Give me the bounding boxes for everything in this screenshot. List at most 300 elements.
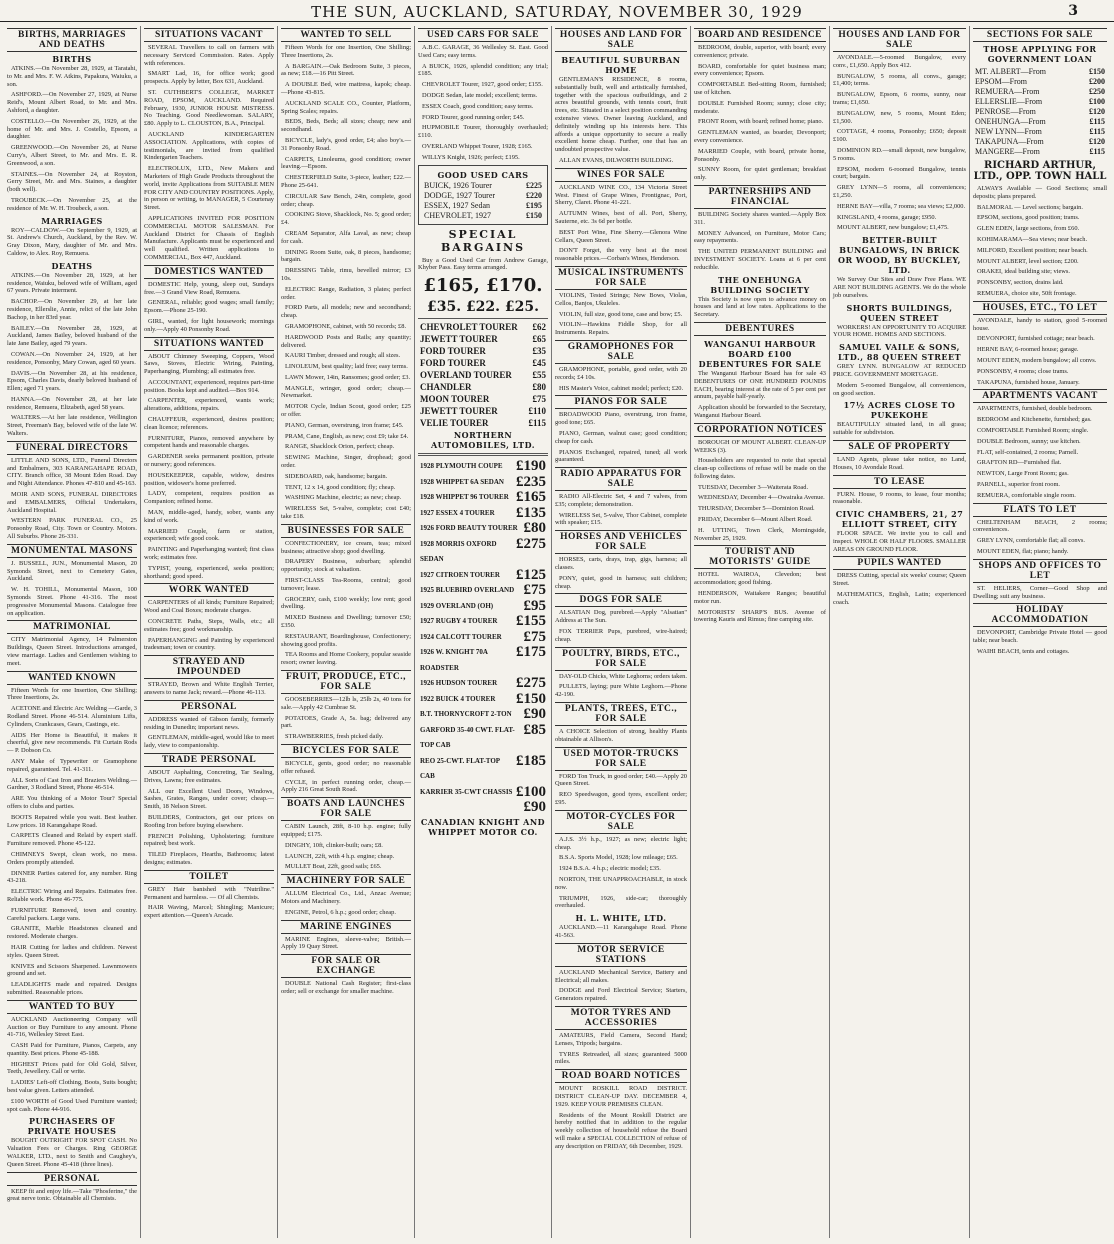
classified-ad: BAILEY.—On November 28, 1929, at Auckland, James Bailey, beloved husband of the late Jane Bailey, aged 79 years.: [7, 324, 137, 348]
classified-ad: MARRIED Couple, with board, private home, Ponsonby.: [694, 147, 826, 163]
classified-ad: ABOUT Asphalting, Concreting, Tar Sealing, Drives, Lawns; free estimates.: [144, 768, 274, 784]
classified-ad: Buy a Good Used Car from Andrew Garage, Khyber Pass. Easy terms arranged.: [418, 256, 548, 272]
classified-ad: MOUNT ALBERT, new bungalow; £1,475.: [837, 224, 949, 232]
item-name: VELIE TOURER: [420, 418, 489, 429]
ad-section: [144, 337, 274, 581]
ad-section: [7, 671, 137, 997]
price-row: [418, 568, 548, 584]
classified-ad: LAND Agents, please take notice, no Land, Houses, 10 Avondale Road.: [833, 455, 966, 471]
item-price: £275: [516, 535, 546, 552]
classified-ad: A CHOICE Selection of strong, healthy Plants obtainable at Allison's.: [555, 728, 687, 743]
ad-section: [973, 503, 1107, 556]
classified-ad: COMFORTABLE Furnished Room; single.: [977, 426, 1089, 434]
price-row: [418, 723, 548, 754]
agent-name: RICHARD ARTHUR, LTD., OPP. TOWN HALL: [973, 160, 1107, 182]
ad-section: [7, 261, 137, 438]
classified-ad: FOX TERRIER Pups, purebred, wire-haired; cheap.: [555, 628, 687, 643]
classified-ad: KOHIMARAMA—Sea views; near beach.: [977, 235, 1088, 243]
classified-ad: WASHING Machine, electric; as new; cheap.: [285, 494, 402, 502]
classified-ad: BALMORAL — Level sections; bargain.: [977, 203, 1083, 211]
ad-section: [694, 275, 826, 319]
price-row: [418, 490, 548, 506]
classified-ad: CABIN Launch, 28ft, 8-10 h.p. engine; fully equipped; £175.: [281, 823, 411, 838]
price-row: [418, 537, 548, 568]
special-bargains-heading: SPECIAL BARGAINS: [440, 227, 526, 254]
ad-section: [281, 524, 411, 667]
ad-section: [694, 185, 826, 272]
item-price: £125: [516, 566, 546, 583]
company-name: CANADIAN KNIGHT AND WHIPPET MOTOR CO.: [420, 816, 546, 837]
classified-ad: GIRL, wanted, for light housework; mornings only.—Apply 40 Ponsonby Road.: [144, 317, 274, 333]
classified-ad: SMART Lad, 16, for office work; good prospects. Apply by letter, Box 631, Auckland.: [144, 70, 274, 86]
ad-section: [7, 1172, 137, 1204]
classified-ad: A BARGAIN.—Oak Bedroom Suite, 3 pieces, as new; £18.—16 Pitt Street.: [281, 62, 411, 78]
price-row: [973, 137, 1107, 147]
classified-ad: H. UTTING, Town Clerk, Morningside, November 25, 1929.: [694, 526, 826, 542]
ad-section: [144, 870, 274, 920]
section-heading: PARTNERSHIPS AND FINANCIAL: [694, 185, 826, 209]
price-row: [422, 181, 544, 191]
item-price: £115: [1089, 127, 1105, 136]
classified-ad: Fifteen Words for one Insertion, One Shilling; Three Insertions, 2s.: [281, 44, 411, 59]
column-1: [4, 26, 141, 1238]
classified-ad: HANNA.—On November 28, at her late residence, Remuera, Elizabeth, aged 58 years.: [7, 395, 137, 411]
section-heading: SALE OF PROPERTY: [833, 440, 966, 454]
item-price: £90: [523, 799, 546, 816]
classified-ad: A.B.C. GARAGE, 36 Wellesley St. East. Good Used Cars; easy terms.: [418, 44, 548, 59]
classified-ad: WAIHI BEACH, tents and cottages.: [977, 647, 1070, 655]
ad-section: [833, 400, 966, 437]
classified-ad: NORTON, THE UNAPPROACHABLE, in stock now.: [555, 876, 687, 891]
classified-ad: We Survey Our Sites and Draw Free Plans. WE ARE NOT BUILDING AGENTS. We do the whole job ourselves.: [833, 276, 966, 299]
ad-section: [694, 545, 826, 624]
classified-ad: ROY—CALDOW.—On September 9, 1929, at St. Andrew's Church, Auckland, by the Rev. W. Gray Dixon, Mary, daughter of Mr. and Mrs. Caldow, to Alex. Roy, Remuera.: [7, 226, 137, 257]
ad-section: [973, 559, 1107, 601]
item-price: £90: [523, 706, 546, 723]
classified-ad: PONSONBY, 4 rooms; close trams.: [977, 367, 1069, 375]
ad-section: [281, 744, 411, 794]
classified-ad: BUNGALOW, new, 5 rooms, Mount Eden; £1,500.: [833, 109, 966, 125]
classified-ad: W. H. TOHILL, Monumental Mason, 100 Symonds Street. Phone 41-316. The most progressive Monumental Masons. Catalogue free on application.: [7, 586, 137, 617]
classified-ad: RESTAURANT, Boardinghouse, Confectionery; showing good profits.: [281, 632, 411, 648]
item-name: B.T. THORNYCROFT 2-TON: [420, 710, 512, 719]
section-heading: USED CARS FOR SALE: [418, 28, 548, 42]
classified-ad: ORAKEI, ideal building site; views.: [977, 268, 1071, 276]
ad-section: [7, 620, 137, 667]
classified-ad: ATKINS.—On November 28, 1929, at her residence, Waiuku, beloved wife of William, aged 67 years. Private interment.: [7, 271, 137, 295]
classified-ad: AUTUMN Wines, best of all. Port, Sherry, Sauterne, etc. 3s 6d per bottle.: [555, 210, 687, 225]
classified-ad: GREENWOOD.—On November 26, at Nurse Curry's, Albert Street, to Mr. and Mrs. E. R. Greenwood, a son.: [7, 144, 137, 167]
section-heading: BICYCLES FOR SALE: [281, 744, 411, 758]
ad-section: [694, 28, 826, 182]
item-price: £65: [532, 334, 546, 345]
classified-ad: ELECTRIC Wiring and Repairs. Estimates free. Reliable work. Phone 46-775.: [7, 888, 137, 903]
classified-ad: BEST Port Wine, Fine Sherry.—Glenora Wine Cellars, Queen Street.: [555, 228, 687, 244]
item-name: OVERLAND TOURER: [420, 370, 512, 381]
price-row: [973, 107, 1107, 117]
classified-ad: BICYCLE, gents, good order; no reasonable offer refused.: [281, 759, 411, 775]
item-name: 1927 ESSEX 4 TOURER: [420, 508, 495, 517]
price-row: [418, 630, 548, 646]
item-name: ELLERSLIE—From: [975, 97, 1043, 106]
item-price: £100: [516, 783, 546, 800]
classified-ad: MIXED Business and Dwelling; turnover £50; £350.: [281, 614, 411, 630]
ad-section: [833, 556, 966, 606]
classified-ad: DINING Room Suite, oak, 8 pieces, handsome; bargain.: [281, 248, 411, 264]
classified-ad: FIRST-CLASS Tea-Rooms, central; good turnover; lease.: [281, 577, 411, 592]
price-row: [418, 345, 548, 357]
item-name: CHEVROLET TOURER: [420, 322, 518, 333]
ad-section: [144, 265, 274, 334]
item-name: JEWETT TOURER: [420, 334, 498, 345]
ad-section: [7, 441, 137, 541]
classified-ad: LADY, competent, requires position as Companion; refined home.: [144, 490, 274, 506]
item-price: £45: [532, 358, 546, 369]
price-row: [418, 692, 548, 708]
classified-ad: DODGE Sedan, late model; excellent; terms.: [422, 91, 538, 99]
item-price: £100: [1089, 97, 1105, 106]
classified-ad: HUPMOBILE Tourer, thoroughly overhauled; £110.: [418, 124, 548, 140]
item-price: £175: [516, 644, 546, 661]
section-heading: USED MOTOR-TRUCKS FOR SALE: [555, 747, 687, 771]
price-row: [973, 67, 1107, 77]
classified-ad: £100 WORTH of Good Used Furniture wanted; spot cash. Phone 44-916.: [7, 1097, 137, 1113]
classified-ad: MONEY Advanced, on Furniture, Motor Cars; easy repayments.: [694, 229, 826, 245]
classified-ad: SEWING Machine, Singer, drophead; good order.: [281, 454, 411, 470]
classified-ad: FRENCH Polishing, Upholstering; furniture repaired; best work.: [144, 832, 274, 848]
classified-ad: BEAUTIFULLY situated land, in all grass; suitable for subdivision.: [833, 421, 966, 437]
classified-ad: HAIR Waving, Marcel; Shingling; Manicure; expert attention.—Queen's Arcade.: [144, 904, 274, 920]
classified-ad: CYCLE, in perfect running order, cheap.—Apply 216 Great South Road.: [281, 778, 411, 794]
price-row: [418, 475, 548, 491]
classified-ad: DRESS Cutting, special six weeks' course; Queen Street.: [833, 572, 966, 588]
classified-ad: MATHEMATICS, English, Latin; experienced coach.: [833, 591, 966, 606]
classified-ad: WIRELESS Set, 5-valve, complete; cost £40; take £18.: [281, 505, 411, 521]
ad-section: [973, 389, 1107, 499]
item-price: £155: [516, 613, 546, 630]
classified-ad: FORD Ton Truck, in good order; £40.—Apply 20 Queen Street.: [555, 772, 687, 788]
classified-ad: LAUNCH, 22ft, with 4 h.p. engine; cheap.: [285, 852, 395, 860]
classified-ad: MULLET Boat, 22ft, good sails; £65.: [285, 863, 382, 871]
column-8: [970, 26, 1110, 1238]
section-subheading: SAMUEL VAILE & SONS, LTD., 88 QUEEN STREET: [837, 342, 962, 363]
classified-ad: CHAUFFEUR, experienced, desires position; clean licence; references.: [144, 416, 274, 431]
section-heading: PERSONAL: [7, 1172, 137, 1186]
column-2: [141, 26, 278, 1238]
classified-ad: ANY Make of Typewriter or Gramophone repaired, guaranteed. Tel. 41-311.: [7, 757, 137, 773]
ad-section: [555, 1069, 687, 1150]
price-row: [973, 97, 1107, 107]
classified-ad: ARE You thinking of a Motor Tour? Special offers to clubs and parties.: [7, 795, 137, 810]
item-name: 1927 RUGBY 4 TOURER: [420, 617, 498, 626]
classified-ad: AIDS Her Home is Beautiful, it makes it cheerful, give new recommends. Fit Curtain Rods — P. Dobson Co.: [7, 731, 137, 755]
classified-ad: PARNELL, superior front room.: [977, 480, 1061, 488]
ad-section: [281, 670, 411, 741]
section-heading: PUPILS WANTED: [833, 556, 966, 570]
classified-ad: GROCERY, cash, £100 weekly; low rent; good dwelling.: [281, 595, 411, 611]
section-heading: FUNERAL DIRECTORS: [7, 441, 137, 455]
box-title: GOOD USED CARS: [437, 169, 529, 180]
section-heading: CORPORATION NOTICES: [694, 423, 826, 437]
classified-ad: 1924 B.S.A. 4 h.p.; electric model; £35.: [559, 865, 661, 873]
classified-ad: BEDS, Beds, Beds; all sizes; cheap; new and secondhand.: [281, 118, 411, 134]
classified-ad: LAWN Mower, 14in, Ransomes; good order; £3.: [285, 373, 411, 381]
section-heading: RADIO APPARATUS FOR SALE: [555, 467, 687, 491]
classified-ad: WALTERS.—At her late residence, Wellington Street, Freeman's Bay, beloved wife of the late W. Walters.: [7, 414, 137, 438]
section-heading: APARTMENTS VACANT: [973, 389, 1107, 403]
price-row: [973, 147, 1107, 157]
classified-ad: RADIO All-Electric Set, 4 and 7 valves, from £35; complete; demonstration.: [555, 493, 687, 508]
classified-ad: NEWTON, Large Front Room; gas.: [977, 470, 1069, 478]
item-name: JEWETT TOURER: [420, 406, 498, 417]
classified-ad: EPSOM, sections, good position; trams.: [977, 214, 1080, 222]
section-subheading: CIVIC CHAMBERS, 21, 27 ELLIOTT STREET, CITY: [835, 509, 964, 530]
section-subheading: THE ONEHUNGA BUILDING SOCIETY: [710, 274, 810, 295]
classified-ad: CITY Matrimonial Agency, 14 Palmerston Buildings, Queen Street. Introductions arranged, view marriage. Ladies and Gentlemen wishing to meet.: [7, 636, 137, 667]
item-price: £195: [526, 200, 542, 210]
price-row: [418, 583, 548, 599]
ad-section: [555, 647, 687, 699]
ad-section: [555, 702, 687, 744]
classified-ad: THE UNITED PERMANENT BUILDING and INVESTMENT SOCIETY. Loans at 6 per cent reducible.: [694, 248, 826, 271]
item-price: £275: [516, 675, 546, 692]
classified-ad: REO Speedwagon, good tyres, excellent order; £95.: [555, 791, 687, 807]
section-heading: MATRIMONIAL: [7, 620, 137, 634]
classified-ad: MOUNT ALBERT, level section; £200.: [977, 257, 1079, 265]
ad-section: [694, 423, 826, 543]
classified-ad: FORD Parts, all models; new and secondhand; cheap.: [281, 304, 411, 320]
divider: [418, 318, 548, 319]
classified-ad: COTTAGE, 4 rooms, Ponsonby; £650; deposit £100.: [833, 128, 966, 144]
item-name: MT. ALBERT—From: [975, 67, 1046, 76]
column-4: [415, 26, 552, 1238]
classified-ad: HORSES, carts, drays, trap, gigs, harness; all classes.: [555, 556, 687, 572]
classified-ad: WEDNESDAY, December 4—Owairaka Avenue.: [698, 494, 825, 502]
ad-section: [973, 603, 1107, 655]
classified-ad: SEVERAL Travellers to call on farmers with necessary Serviced Commission. Rates. Apply with references.: [144, 44, 274, 67]
ad-section: [281, 28, 411, 521]
price-row: [418, 357, 548, 369]
section-subheading: SHORTS BUILDINGS, QUEEN STREET: [846, 302, 953, 323]
price-row: [418, 459, 548, 475]
classified-ad: KNIVES and Scissors Sharpened. Lawnmowers ground and set.: [7, 962, 137, 978]
item-name: DODGE, 1927 Tourer: [424, 190, 496, 200]
ad-section: [694, 322, 826, 336]
ad-section: [833, 235, 966, 299]
classified-ad: CREAM Separator, Alfa Laval, as new; cheap for cash.: [281, 229, 411, 245]
item-price: £190: [516, 458, 546, 475]
item-name: KARRIER 35-CWT CHASSIS: [420, 787, 513, 796]
section-heading: DOGS FOR SALE: [555, 593, 687, 607]
ad-section: [144, 655, 274, 697]
price-row: [418, 333, 548, 345]
classified-ad: Householders are requested to note that special clean-up collections of refuse will be made on the following dates.: [694, 457, 826, 480]
classified-ad: GRANITE, Marble Headstones cleaned and restored. Moderate charges.: [7, 925, 137, 941]
classified-ad: DINNER Parties catered for, any number. Ring 43-218.: [7, 869, 137, 885]
classified-ad: COSTELLO.—On November 26, 1929, at the home of Mr. and Mrs. J. Costello, Epsom, a daughter.: [7, 117, 137, 141]
classified-ad: MOTORISTS' SHARP'S BUS. Avenue of towering Kauris and Rimus; fine camping site.: [694, 608, 826, 624]
price-headline: £35. £22. £25.: [426, 299, 540, 316]
classified-ad: ESSEX Coach, good condition; easy terms.: [422, 102, 534, 110]
classified-ad: FRIDAY, December 6—Mount Albert Road.: [698, 516, 813, 524]
classified-ad: GARDENER seeks permanent position, private or nursery; good references.: [144, 453, 274, 469]
classified-ad: GREY LYNN—5 rooms, all conveniences; £1,250.: [833, 184, 966, 199]
item-price: £115: [1089, 147, 1105, 156]
item-name: EPSOM—From: [975, 77, 1028, 86]
classified-ad: AVONDALE, handy to station, good 5-roomed house.: [973, 316, 1107, 332]
column-5: [552, 26, 691, 1238]
classified-ad: VIOLIN, full size, good tone, case and bow; £5.: [559, 310, 683, 318]
section-heading: FLATS TO LET: [973, 503, 1107, 517]
price-row: [418, 381, 548, 393]
item-price: £110: [528, 406, 546, 417]
classified-ad: HERNE BAY, 6-roomed house; garage.: [977, 346, 1079, 354]
classified-ad: ATKINS.—On November 28, 1929, at Taratahi, to Mr. and Mrs. F. W. Atkins, Papakura, Waiuku, a son.: [7, 65, 137, 88]
price-row: [418, 754, 548, 785]
classified-ad: BUNGALOW, Epsom, 6 rooms, sunny, near trams; £1,650.: [833, 91, 966, 106]
section-heading: TO LEASE: [833, 475, 966, 489]
classified-ad: DEVONPORT, Cambridge Private Hotel — good table; near beach.: [973, 629, 1107, 645]
classified-ad: ACCOUNTANT, experienced, requires part-time position. Books kept and audited.—Box 914.: [144, 378, 274, 394]
section-subheading: BEAUTIFUL SUBURBAN HOME: [561, 55, 681, 75]
section-heading: MOTOR SERVICE STATIONS: [555, 943, 687, 967]
ad-section: [555, 1006, 687, 1066]
classified-ad: BACHOP.—On November 29, at her late residence, Ellerslie, Annie, relict of the late John Bachop, in her 83rd year.: [7, 298, 137, 321]
section-heading: TRADE PERSONAL: [144, 753, 274, 767]
price-row: [973, 77, 1107, 87]
classified-ad: CARPENTERS of all kinds; Furniture Repaired; Wood and Coal Boxes; moderate charges.: [144, 599, 274, 615]
item-price: £120: [1089, 137, 1105, 146]
classified-ad: CONCRETE Paths, Steps, Walls, etc.; all estimates free; good workmanship.: [144, 618, 274, 633]
classified-ad: LINOLEUM, best quality; laid free; easy terms.: [285, 363, 408, 371]
classified-ad: TROUBECK.—On November 25, at the residence of Mr. W. H. Troubeck, a son.: [7, 196, 137, 212]
section-heading: FRUIT, PRODUCE, ETC., FOR SALE: [281, 670, 411, 694]
classified-ad: COWAN.—On November 24, 1929, at her residence, Ponsonby, Mary Cowan, aged 60 years.: [7, 350, 137, 366]
car-dealer-box: [418, 165, 548, 225]
classified-ad: APARTMENTS, furnished, double bedroom.: [977, 405, 1093, 413]
classified-ad: This Society is now open to advance money on houses and land at low rates. Applications to the Secretary.: [694, 295, 826, 319]
classified-ad: THURSDAY, December 5—Dominion Road.: [698, 505, 815, 513]
ad-section: [555, 467, 687, 527]
item-name: FORD TOURER: [420, 358, 486, 369]
ad-section: [281, 920, 411, 952]
classified-ad: TYRES Retreaded, all sizes; guaranteed 5000 miles.: [555, 1050, 687, 1066]
classified-ad: ALL Sorts of Cast Iron and Braziers Welding.—Gardner, 3 Rodland Street, Phone 46-514.: [7, 776, 137, 792]
classified-ad: APPLICATIONS INVITED FOR POSITION COMMERCIAL MOTOR SALESMAN. For Auckland District for Chassis of English Manufacture. Applicants must be experienced and well qualified. Written applications to COMMERCIAL, Box 447, Auckland.: [144, 214, 274, 261]
classified-ad: HIS Master's Voice, cabinet model; perfect; £20.: [559, 384, 684, 392]
classified-ad: MILFORD, Excellent position; near beach.: [977, 246, 1088, 254]
ad-section: [281, 874, 411, 916]
classified-ad: MARRIED Couple, farm or station, experienced; wife good cook.: [144, 527, 274, 543]
classified-ad: DOMESTIC Help, young, sleep out, Sundays free.—3 Grand View Road, Remuera.: [144, 280, 274, 296]
price-row: [973, 117, 1107, 127]
classified-ad: POTATOES, Grade A, 5s. bag; delivered any part.: [281, 714, 411, 730]
ad-section: [7, 1116, 137, 1168]
classified-ad: REMUERA, choice site, 50ft frontage.: [977, 289, 1077, 297]
classified-ad: ELECTROLUX, LTD., New Makers and Marketers of High Grade Products throughout the world, invite Applications from SUITABLE MEN FOR CITY AND COUNTRY POSITIONS. Apply, in person or writing, to MANAGER, 5 Courtenay Street.: [144, 165, 274, 212]
item-name: REMUERA—From: [975, 87, 1040, 96]
section-heading: BOATS AND LAUNCHES FOR SALE: [281, 797, 411, 821]
price-row: [418, 614, 548, 630]
classified-ad: A.J.S. 3½ h.p., 1927; as new; electric light; cheap.: [555, 835, 687, 851]
section-subheading: H. L. WHITE, LTD.: [575, 913, 667, 924]
item-price: £150: [526, 210, 542, 220]
classified-ad: Modern 5-roomed Bungalow, all conveniences, on good section.: [833, 381, 966, 397]
classified-ad: Residents of the Mount Roskill District are hereby notified that in addition to the regular weekly collection of household refuse the Board will make a SPECIAL COLLECTION of refuse of any description on FRIDAY, 6th December, 1929.: [555, 1111, 687, 1150]
ad-section: [973, 28, 1107, 64]
classified-ad: CHIMNEYS Swept, clean work, no mess. Orders promptly attended.: [7, 850, 137, 866]
item-price: £220: [526, 190, 542, 200]
classified-ad: LITTLE AND SONS, LTD., Funeral Directors and Embalmers, 303 KARANGAHAPE ROAD, CITY. Branch office, 38 Mount Eden Road. Day and Night Attendance. Phones 47-810 and 45-163.: [7, 456, 137, 488]
classified-ad: AUCKLAND SCALE CO., Counter, Platform, Spring Scales; repairs.: [281, 99, 411, 115]
section-heading: HOUSES AND LAND FOR SALE: [833, 28, 966, 52]
classified-ad: AUCKLAND WINE CO., 134 Victoria Street West. Finest of Grape Wines, Frontignac, Port, Sherry, Claret. Phone 41-221.: [555, 183, 687, 207]
classified-ad: HOTEL WAIROA, Clevedon; best accommodation; good fishing.: [694, 571, 826, 587]
section-heading: SECTIONS FOR SALE: [973, 28, 1107, 42]
item-price: £80: [532, 382, 546, 393]
item-name: CHANDLER: [420, 382, 472, 393]
item-name: 1925 BLUEBIRD OVERLAND: [420, 586, 515, 595]
classified-ad: SUNNY Room, for quiet gentleman; breakfast only.: [694, 166, 826, 182]
item-price: £135: [516, 504, 546, 521]
classified-ad: HERNE BAY—villa, 7 rooms; sea views; £2,000.: [837, 202, 966, 210]
classified-ad: FURN. House, 9 rooms, to lease, four months; reasonable.: [833, 490, 966, 506]
price-row: [422, 191, 544, 201]
classified-ad: HARDWOOD Posts and Rails; any quantity; delivered.: [281, 333, 411, 349]
item-price: £200: [1089, 77, 1105, 86]
classified-ad: HENDERSON, Waitakere Ranges; beautiful motor run.: [694, 590, 826, 605]
company-name: NORTHERN AUTOMOBILES, LTD.: [430, 430, 536, 451]
price-row: [418, 785, 548, 801]
classified-ad: TEA Rooms and Home Cookery, popular seaside resort; owner leaving.: [281, 651, 411, 667]
item-price: £75: [532, 394, 546, 405]
section-heading: TOILET: [144, 870, 274, 884]
classified-ad: BUNGALOW, 5 rooms, all convs., garage; £1,400; terms.: [833, 72, 966, 88]
ad-section: [7, 544, 137, 618]
section-heading: WANTED KNOWN: [7, 671, 137, 685]
ad-section: [555, 395, 687, 464]
classified-ad: CARPETS, Linoleums, good condition; owner leaving.—Epsom.: [281, 155, 411, 171]
classified-ad: CARPETS Cleaned and Relaid by expert staff. Furniture removed. Phone 45-122.: [7, 832, 137, 848]
classified-ad: PRAM, Cane, English, as new; cost £9; take £4.: [285, 432, 409, 440]
classified-ad: GREY LYNN. BUNGALOW AT REDUCED PRICE. GOVERNMENT MORTGAGE.: [833, 363, 966, 378]
classified-ad: CONFECTIONERY, ice cream, teas; mixed business; attractive shop; good dwelling.: [281, 539, 411, 555]
section-subheading: 17½ ACRES CLOSE TO PUKEKOHE: [843, 400, 956, 421]
item-price: £250: [1089, 87, 1105, 96]
classified-ad: KINGSLAND, 4 rooms, garage; £950.: [837, 213, 937, 221]
price-row: [418, 521, 548, 537]
section-heading: FOR SALE OR EXCHANGE: [281, 954, 411, 978]
classified-ad: GENTLEMAN'S RESIDENCE, 8 rooms, substantially built, well and artistically furnished, together with the spacious outbuildings, and 2 acres beautiful grounds, with tennis court, fruit trees, etc. Situated in a select position commanding extensive views. Owner leaving Auckland, and definitely winding up his interests here. This affords a unique opportunity to secure a really excellent home cheap. Further, one that has an undoubted prospective value.: [555, 76, 687, 154]
price-row: [418, 800, 548, 816]
section-heading: SITUATIONS WANTED: [144, 337, 274, 351]
page-number: 3: [1068, 3, 1078, 19]
classified-ad: PAINTING and Paperhanging wanted; first class work; estimates free.: [144, 546, 274, 562]
ad-section: [833, 28, 966, 232]
classified-ad: MOUNT EDEN, flat; piano; handy.: [977, 547, 1069, 555]
classified-ad: LEADLIGHTS made and repaired. Designs submitted. Reasonable prices.: [7, 981, 137, 996]
ad-section: [833, 509, 966, 553]
classified-ad: PIANO, German, overstrung, iron frame; £45.: [285, 421, 404, 429]
classified-ad: AUCKLAND Mechanical Service, Battery and Electrical; all makes.: [555, 968, 687, 984]
section-heading: MOTOR-CYCLES FOR SALE: [555, 810, 687, 834]
classified-ad: ALSATIAN Dog, purebred.—Apply "Alsatian" Address at The Sun.: [555, 609, 687, 625]
classified-ad: PONY, quiet, good in harness; suit children; cheap.: [555, 574, 687, 590]
classified-ad: CASH Paid for Furniture, Pianos, Carpets, any quantity. Best prices. Phone 45-188.: [7, 1042, 137, 1057]
section-heading: PERSONAL: [144, 700, 274, 714]
classified-ad: TUESDAY, December 3—Waiterata Road.: [698, 483, 809, 491]
masthead: [0, 0, 1114, 22]
